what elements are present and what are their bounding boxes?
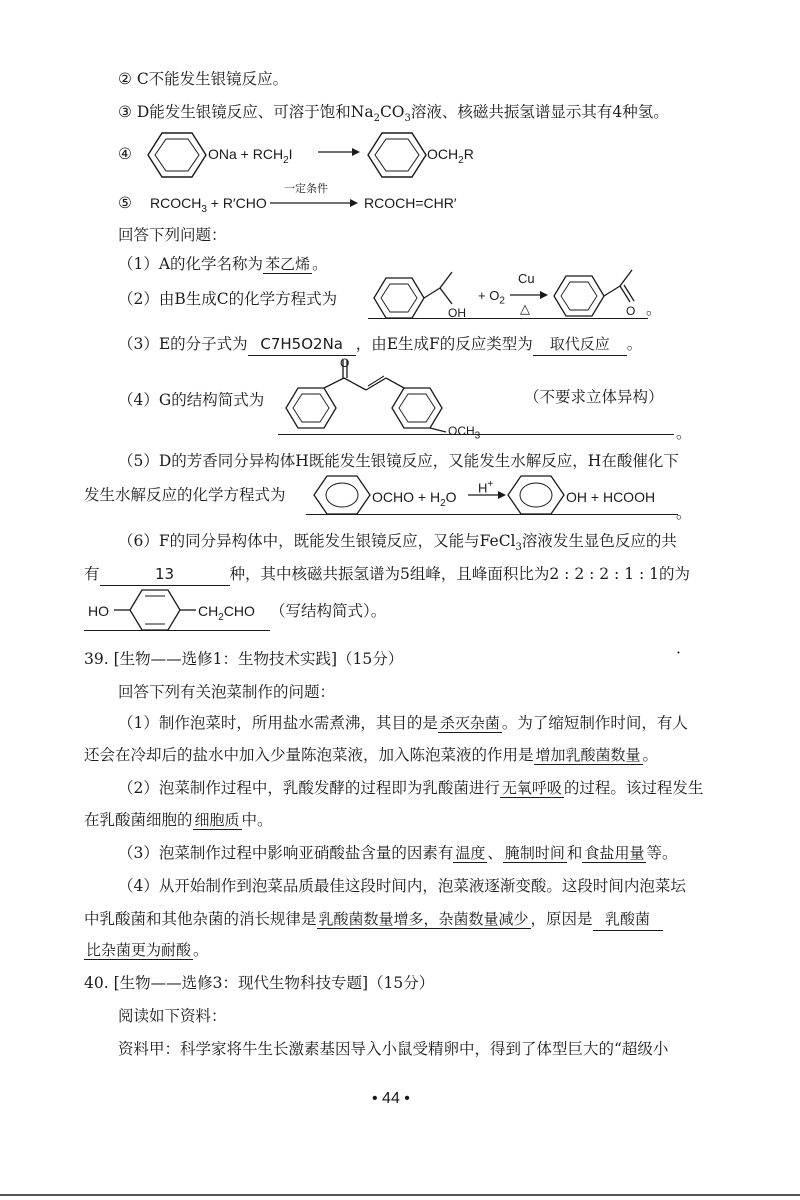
q3-text-b: ，由E生成F的反应类型为	[355, 335, 533, 353]
question-2: （2）由B生成C的化学方程式为	[118, 290, 338, 308]
s39-q4-end: 。	[193, 941, 209, 959]
question-4: （4）G的结构简式为	[118, 391, 265, 409]
s39-question-3	[118, 842, 677, 864]
cond3-text-b: CO	[379, 103, 405, 121]
q3-text: （3）E的分子式为	[118, 335, 248, 353]
q1-answer: 苯乙烯	[265, 255, 311, 273]
question-6-line2	[84, 563, 690, 586]
s39-q3-text-a: （3）泡菜制作过程中影响亚硝酸盐含量的因素有	[118, 844, 454, 862]
cond3-text-c: 溶液、核磁共振氢谱显示其有4种氢。	[410, 103, 669, 121]
cond3-sub2: 3	[404, 113, 411, 125]
s39-q2-text-c: 在乳酸菌细胞的	[84, 811, 193, 829]
answer-line	[368, 318, 648, 319]
q5-reactants	[372, 486, 457, 515]
q6-cho: CHO	[223, 603, 255, 619]
s39-q1-text-c: 还会在冷却后的盐水中加入少量陈泡菜液，加入陈泡菜液的作用是	[84, 746, 534, 764]
q1-end: 。	[312, 255, 328, 273]
r5-left-b: + R′CHO	[206, 195, 267, 211]
q6-ch2cho	[198, 600, 255, 629]
s39-q4-answer2b: 比杂菌更为耐酸	[86, 941, 192, 959]
question-5-line2: 发生水解反应的化学方程式为	[84, 486, 286, 504]
q1-text: （1）A的化学名称为	[118, 255, 264, 273]
q4-note: （不要求立体异构）	[524, 388, 664, 406]
q2-plus-o2	[478, 285, 505, 313]
q2-catalyst: Cu	[518, 271, 535, 286]
s39-q3-end: 等。	[646, 844, 678, 862]
s39-q1-answer2: 增加乳酸菌数量	[535, 746, 641, 764]
reaction-4-left	[208, 143, 293, 172]
q5-plus-sup: +	[487, 479, 494, 490]
q4-och3-sub: 3	[474, 430, 481, 442]
q5-h: H	[478, 480, 488, 496]
arrow-icon	[270, 198, 360, 208]
q2-plus: + O	[478, 288, 500, 303]
q6-ho: HO	[88, 603, 109, 619]
question-6-line1	[118, 530, 677, 559]
r5-left-sub: 3	[201, 203, 207, 215]
question-5-line1: （5）D的芳香同分异构体H既能发生银镜反应，又能发生水解反应，H在酸催化下	[118, 452, 679, 470]
s39-q3-answer1: 温度	[455, 844, 486, 862]
s39-q3-answer3: 食盐用量	[584, 844, 645, 862]
s39-question-1-line2	[84, 744, 658, 766]
answer-line	[278, 434, 674, 435]
r4-right-sub: 2	[458, 154, 464, 166]
condition-3	[118, 101, 669, 130]
q2-oh: OH	[448, 306, 466, 320]
r4-left-sub: 2	[283, 154, 289, 166]
s39-q4-answer2a: 乳酸菌	[593, 908, 663, 931]
s39-question-2-line2	[84, 809, 273, 831]
s39-q4-answer1: 乳酸菌数量增多，杂菌数量减少	[318, 910, 529, 928]
benzene-ring-icon	[368, 131, 428, 179]
s39-q1-text-b: 。为了缩短制作时间，有人	[501, 714, 688, 732]
page-number: • 44 •	[372, 1090, 410, 1107]
answer-line	[306, 514, 678, 515]
q4-end: 。	[676, 424, 692, 442]
s39-question-4-line1: （4）从开始制作到泡菜品质最佳这段时间内，泡菜液逐渐变酸。这段时间内泡菜坛	[118, 877, 686, 895]
s39-q4-text-c: ，原因是	[530, 910, 593, 928]
r4-right-end: R	[463, 146, 474, 162]
arrow-icon	[468, 490, 508, 500]
q6-text-b: 溶液发生显色反应的共	[521, 532, 677, 550]
s39-q3-and: 和	[566, 844, 583, 862]
r4-right-text: OCH	[427, 146, 459, 162]
reaction-4-number: ④	[118, 145, 132, 163]
q6-note: （写结构简式）。	[270, 602, 387, 620]
stray-dot: ·	[676, 644, 681, 662]
section-40-title: 40. [生物——选修3：现代生物科技专题]（15分）	[84, 974, 435, 992]
reaction-5-right: RCOCH=CHR′	[364, 195, 457, 211]
reaction-5-number: ⑤	[118, 194, 132, 212]
q6-text-a: （6）F的同分异构体中，既能发生银镜反应，又能与FeCl	[118, 532, 516, 550]
q3-end: 。	[626, 335, 643, 353]
structure-para-ring	[114, 588, 202, 632]
q6-text-d: 种，其中核磁共振氢谱为5组峰，且峰面积比为2 : 2 : 2 : 1 : 1的为	[229, 565, 690, 583]
s39-question-1-line1	[118, 712, 688, 734]
q2-heat: △	[520, 301, 530, 316]
cond3-text-a: ③ D能发生银镜反应、可溶于饱和Na	[118, 103, 374, 121]
q5-h2o-end: O	[445, 489, 457, 505]
cond3-sub1: 2	[373, 113, 380, 125]
q5-h2o-sub: 2	[440, 497, 446, 509]
q3-formula: C7H5O2Na	[248, 333, 356, 356]
answer-intro: 回答下列问题：	[118, 226, 227, 244]
s39-q3-answer2: 腌制时间	[504, 844, 565, 862]
r4-left-end: I	[288, 146, 293, 162]
s39-question-4-line3	[84, 939, 209, 961]
s39-q1-text-a: （1）制作泡菜时，所用盐水需煮沸，其目的是	[118, 714, 438, 732]
reaction-5-left	[150, 192, 267, 221]
q4-och3-text: OCH	[448, 424, 475, 438]
page-bottom-rule	[0, 1194, 800, 1196]
q6-text-c: 有	[84, 565, 100, 583]
section-40-intro: 阅读如下资料：	[118, 1007, 227, 1025]
q4-o: O	[340, 356, 350, 370]
structure-c-drawing	[552, 268, 652, 320]
s39-q1-answer1: 杀灭杂菌	[439, 714, 500, 732]
question-3	[118, 333, 642, 356]
s39-q4-text-b: 中乳酸菌和其他杂菌的消长规律是	[84, 910, 317, 928]
benzene-ring-icon	[314, 474, 372, 516]
s39-q3-sep: 、	[487, 844, 503, 862]
reaction-4-right	[427, 143, 474, 172]
q5-ocho: OCHO + H	[372, 489, 441, 505]
section-39-title: 39. [生物——选修1：生物技术实践]（15分）	[84, 650, 404, 668]
q5-products: OH + HCOOH	[566, 489, 656, 505]
arrow-icon	[510, 290, 550, 300]
section-40-paragraph: 资料甲：科学家将牛生长激素基因导入小鼠受精卵中，得到了体型巨大的“超级小	[118, 1040, 669, 1058]
q2-o-sub: 2	[499, 295, 505, 307]
s39-q2-answer1: 无氧呼吸	[501, 779, 562, 797]
benzene-ring-icon	[148, 131, 208, 179]
answer-line	[84, 630, 270, 631]
q2-o: O	[626, 304, 636, 318]
q6-sub: 3	[515, 542, 522, 554]
q2-end: 。	[646, 300, 662, 318]
q3-type: 取代反应	[533, 333, 627, 356]
reaction-5-condition: 一定条件	[284, 182, 328, 195]
s39-question-2-line1	[118, 777, 703, 799]
s39-q2-text-b: 的过程。该过程发生	[563, 779, 704, 797]
question-1	[118, 253, 328, 275]
s39-q2-answer2: 细胞质	[194, 811, 240, 829]
q6-count: 13	[100, 563, 230, 586]
s39-q2-text-a: （2）泡菜制作过程中，乳酸发酵的过程即为乳酸菌进行	[118, 779, 500, 797]
condition-2: ② C不能发生银镜反应。	[118, 70, 289, 88]
s39-question-4-line2	[84, 908, 663, 931]
benzene-ring-icon	[508, 474, 566, 516]
section-39-intro: 回答下列有关泡菜制作的问题：	[118, 683, 336, 701]
s39-q2-end: 中。	[241, 811, 273, 829]
q6-ch2-sub: 2	[218, 611, 224, 623]
q5-end: 。	[676, 504, 692, 522]
r4-left-text: ONa + RCH	[208, 146, 284, 162]
s39-q1-end: 。	[642, 746, 659, 764]
r5-left-a: RCOCH	[150, 195, 202, 211]
arrow-icon	[318, 146, 360, 158]
q6-ch: CH	[198, 603, 219, 619]
